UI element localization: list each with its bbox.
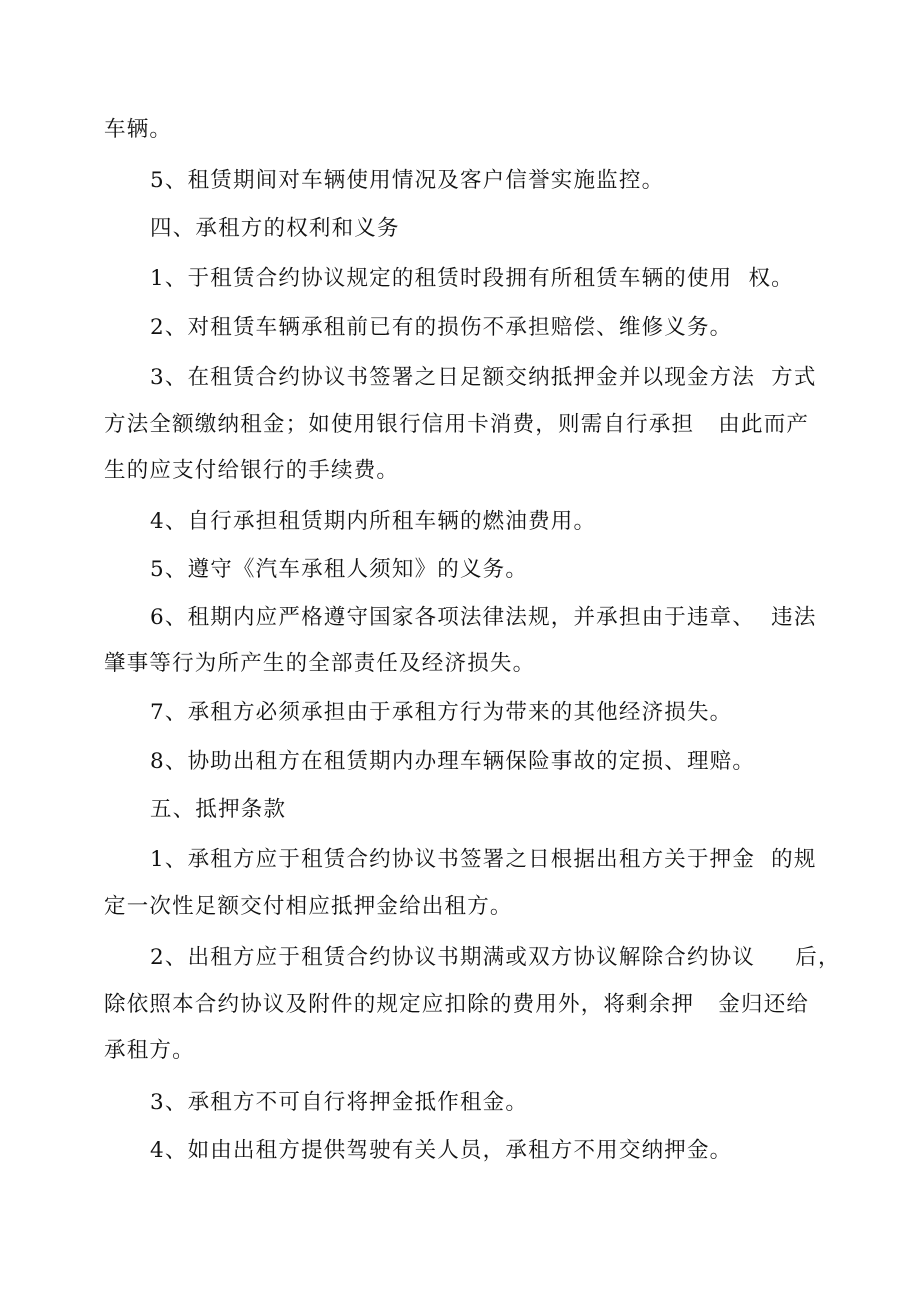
paragraph-line: 3、在租赁合约协议书签署之日足额交纳抵押金并以现金方法 方式 <box>150 365 817 390</box>
section-heading: 五、抵押条款 <box>150 797 287 822</box>
paragraph-line: 1、于租赁合约协议规定的租赁时段拥有所租赁车辆的使用 权。 <box>150 266 794 291</box>
paragraph-line: 5、遵守《汽车承租人须知》的义务。 <box>150 557 529 582</box>
paragraph-line: 2、出租方应于租赁合约协议书期满或双方协议解除合约协议 后， <box>150 945 841 970</box>
paragraph-line: 4、如由出租方提供驾驶有关人员，承租方不用交纳押金。 <box>150 1138 733 1163</box>
paragraph-line: 除依照本合约协议及附件的规定应扣除的费用外，将剩余押 金归还给 <box>104 992 810 1017</box>
paragraph-line: 肇事等行为所产生的全部责任及经济损失。 <box>104 651 536 676</box>
paragraph-line: 车辆。 <box>104 117 173 142</box>
paragraph-line: 4、自行承担租赁期内所租车辆的燃油费用。 <box>150 509 597 534</box>
paragraph-line: 1、承租方应于租赁合约协议书签署之日根据出租方关于押金 的规 <box>150 847 817 872</box>
paragraph-line: 8、协助出租方在租赁期内办理车辆保险事故的定损、理赔。 <box>150 749 756 774</box>
paragraph-line: 3、承租方不可自行将押金抵作租金。 <box>150 1090 529 1115</box>
paragraph-line: 定一次性足额交付相应抵押金给出租方。 <box>104 894 513 919</box>
paragraph-line: 6、租期内应严格遵守国家各项法律法规，并承担由于违章、 违法 <box>150 605 817 630</box>
paragraph-line: 5、租赁期间对车辆使用情况及客户信誉实施监控。 <box>150 168 665 193</box>
paragraph-line: 2、对租赁车辆承租前已有的损伤不承担赔偿、维修义务。 <box>150 315 733 340</box>
paragraph-line: 生的应支付给银行的手续费。 <box>104 458 400 483</box>
paragraph-line: 方法全额缴纳租金；如使用银行信用卡消费，则需自行承担 由此而产 <box>104 412 810 437</box>
paragraph-line: 承租方。 <box>104 1038 195 1063</box>
paragraph-line: 7、承租方必须承担由于承租方行为带来的其他经济损失。 <box>150 700 733 725</box>
section-heading: 四、承租方的权利和义务 <box>150 216 400 241</box>
